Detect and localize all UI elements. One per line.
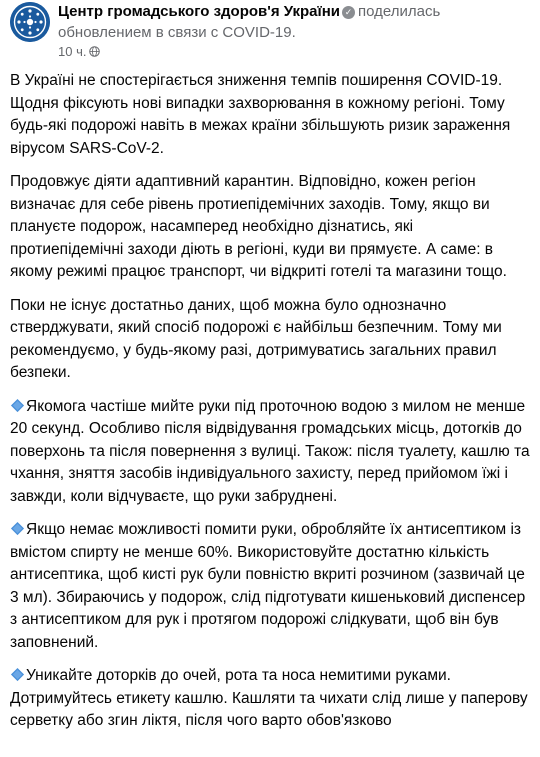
post-timestamp[interactable]: 10 ч. xyxy=(58,44,87,59)
verified-badge-icon: ✓ xyxy=(342,6,355,19)
bullet-text: Уникайте доторків до очей, рота та носа немитими руками. Дотримуйтесь етикету кашлю. Кашляти та чихати слід лише у паперову серветку або згин ліктя, після чого варто обов'язково xyxy=(10,667,528,729)
post-bullet-3 xyxy=(10,665,530,733)
bullet-text: Якомога частіше мийте руки під проточною водою з милом не менше 20 секунд. Особливо після відвідування громадських місць, дотorків до поверхонь та після повернення з вулиці. Також: після туалету, кашлю та чхання, зняття засобів індивідуального захисту, перед прийомом їжі і завжди, коли відчуваєте, що руки забруднені. xyxy=(10,397,530,505)
post-paragraph-3: Поки не існує достатньо даних, щоб можна було однозначно стверджувати, який спосіб подорожі є найбільш безпечним. Тому ми рекомендуємо, у будь-якому разі, дотримуватись загальних правил безпеки. xyxy=(10,296,502,381)
post-bullet-1 xyxy=(10,396,530,509)
post-header xyxy=(0,0,540,66)
page-avatar[interactable] xyxy=(10,2,50,42)
small-blue-diamond-icon xyxy=(10,398,25,413)
page-logo-icon xyxy=(10,2,50,42)
small-blue-diamond-icon xyxy=(10,521,25,536)
post-meta xyxy=(58,44,100,60)
post-body xyxy=(10,70,530,744)
page-name-link[interactable]: Центр громадського здоров'я України xyxy=(58,3,341,20)
post-action-text: поделилась обновлением в связи с COVID-19. xyxy=(58,3,441,41)
post-paragraph-2: Продовжує діяти адаптивний карантин. Відповідно, кожен регіон визначає для себе рівень протиепідемічних заходів. Тому, якщо ви плануєте подорож, насамперед необхідно дізнатись, які протиепідемічні заходи діють в регіоні, куди ви прямуєте. А саме: в якому режимі працює транспорт, чи відкриті готелі та магазини тощо. xyxy=(10,173,507,280)
post-bullet-2 xyxy=(10,519,530,654)
post-header-text xyxy=(58,1,528,43)
post-paragraph-1: В Україні не спостерігається зниження темпів поширення COVID-19. Щодня фіксують нові випадки захворювання в кожному регіоні. Тому будь-які подорожі навіть в межах країни збільшують ризик зараження вірусом SARS-CoV-2. xyxy=(10,72,511,157)
bullet-text: Якщо немає можливості помити руки, обробляйте їх антисептиком із вмістом спирту не менше 60%. Використовуйте достатню кількість антисептика, щоб кисті рук були повністю вкриті розчином (зазвичай це 3 мл). Збираючись у подорож, слід підготувати кишеньковий диспенсер з антисептиком для рук і протягом подорожі слідкувати, щоб він був заповнений. xyxy=(10,521,526,651)
small-blue-diamond-icon xyxy=(10,667,25,682)
globe-icon[interactable] xyxy=(89,45,100,56)
